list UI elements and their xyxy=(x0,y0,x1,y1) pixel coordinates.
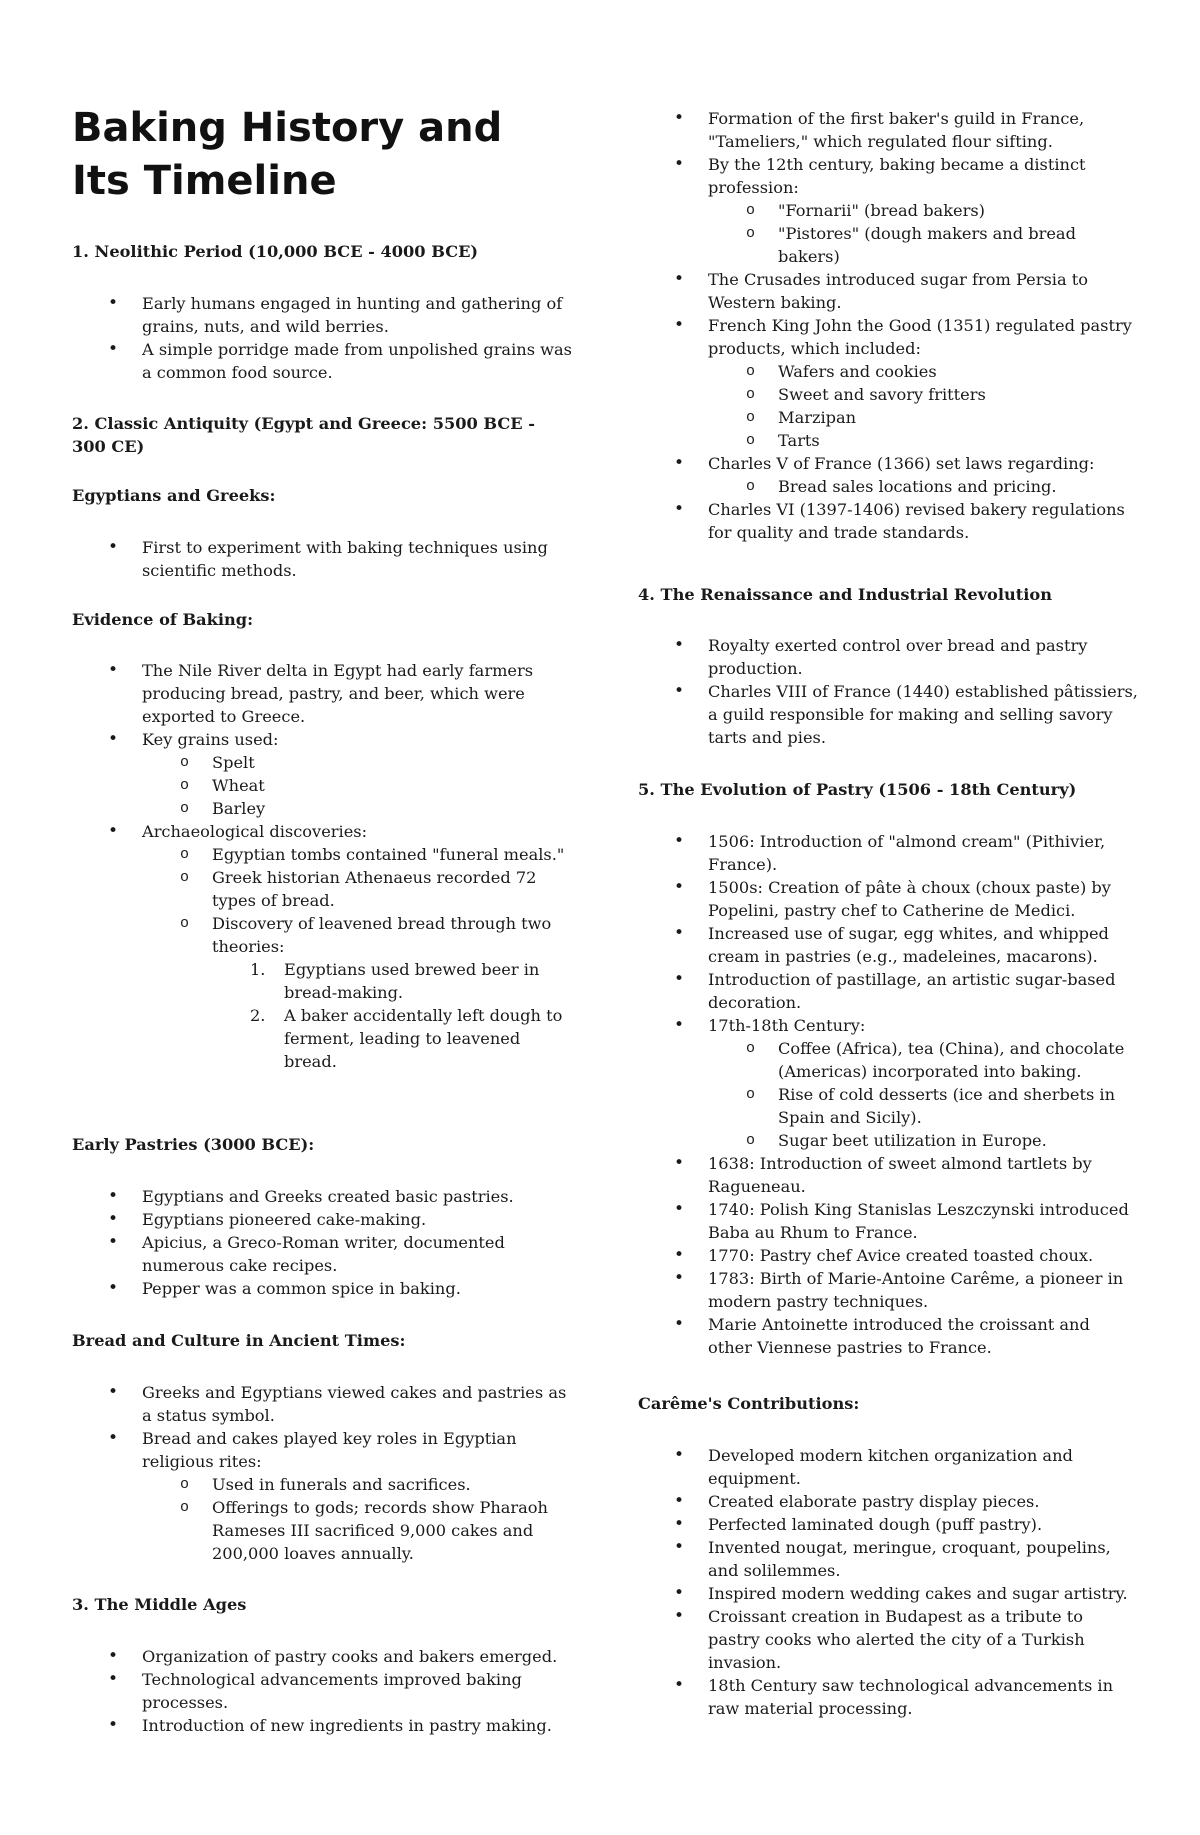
numbered-item-text: A baker accidentally left dough to ferment, leading to leavened bread. xyxy=(284,1006,563,1071)
list-item: • The Crusades introduced sugar from Persia to Western baking. xyxy=(708,268,1138,314)
item-number: 2. xyxy=(250,1006,266,1025)
list-item xyxy=(142,728,572,820)
list-item: • Pepper was a common spice in baking. xyxy=(142,1277,572,1300)
list-item: • 1500s: Creation of pâte à choux (choux paste) by Popelini, pastry chef to Catherine de Medici. xyxy=(708,876,1138,922)
list-item: • Created elaborate pastry display pieces. xyxy=(708,1490,1138,1513)
list-neolithic xyxy=(142,292,572,384)
sublist-archaeology xyxy=(142,843,572,1073)
list-item: • Developed modern kitchen organization and equipment. xyxy=(708,1444,1138,1490)
list-item xyxy=(708,452,1138,498)
list-item: • 1638: Introduction of sweet almond tartlets by Ragueneau. xyxy=(708,1152,1138,1198)
list-item: • Technological advancements improved baking processes. xyxy=(142,1668,572,1714)
list-item: • Invented nougat, meringue, croquant, poupelins, and solilemmes. xyxy=(708,1536,1138,1582)
list-item: • Charles VI (1397-1406) revised bakery regulations for quality and trade standards. xyxy=(708,498,1138,544)
list-culture xyxy=(142,1381,572,1565)
sublist-item: o Used in funerals and sacrifices. xyxy=(212,1473,572,1496)
sublist-laws xyxy=(708,475,1138,498)
list-item xyxy=(142,820,572,1073)
sublist-item: o Wafers and cookies xyxy=(778,360,1138,383)
sublist-item: o Egyptian tombs contained "funeral meals." xyxy=(212,843,572,866)
list-item: • Greeks and Egyptians viewed cakes and pastries as a status symbol. xyxy=(142,1381,572,1427)
list-early-pastries xyxy=(142,1185,572,1300)
list-evolution xyxy=(708,830,1138,1359)
sublist-item: o Barley xyxy=(212,797,572,820)
list-item: • 1783: Birth of Marie-Antoine Carême, a pioneer in modern pastry techniques. xyxy=(708,1267,1138,1313)
list-middle-ages-continued xyxy=(708,107,1138,544)
list-item: • Inspired modern wedding cakes and sugar artistry. xyxy=(708,1582,1138,1605)
heading-careme: Carême's Contributions: xyxy=(638,1394,860,1413)
heading-evidence: Evidence of Baking: xyxy=(72,610,254,629)
heading-early-pastries: Early Pastries (3000 BCE): xyxy=(72,1135,315,1154)
list-item xyxy=(142,1427,572,1565)
sublist-profession xyxy=(708,199,1138,268)
sublist-item: o Wheat xyxy=(212,774,572,797)
list-item xyxy=(708,314,1138,452)
list-item: • Early humans engaged in hunting and gathering of grains, nuts, and wild berries. xyxy=(142,292,572,338)
list-item: • Charles VIII of France (1440) established pâtissiers, a guild responsible for making and selling savory tarts and pies. xyxy=(708,680,1138,749)
list-item-label: By the 12th century, baking became a distinct profession: xyxy=(708,155,1086,197)
list-item: • 1506: Introduction of "almond cream" (Pithivier, France). xyxy=(708,830,1138,876)
sublist-item xyxy=(212,912,572,1073)
list-item xyxy=(708,153,1138,268)
list-item: • Increased use of sugar, egg whites, and whipped cream in pastries (e.g., madeleines, macarons). xyxy=(708,922,1138,968)
theories-list xyxy=(212,958,572,1073)
heading-evolution: 5. The Evolution of Pastry (1506 - 18th Century) xyxy=(638,780,1077,799)
list-item: • Introduction of pastillage, an artistic sugar-based decoration. xyxy=(708,968,1138,1014)
list-item: • Formation of the first baker's guild in France, "Tameliers," which regulated flour sifting. xyxy=(708,107,1138,153)
numbered-item xyxy=(250,1004,572,1073)
list-middle-ages xyxy=(142,1645,572,1737)
sublist-grains xyxy=(142,751,572,820)
list-item: • Organization of pastry cooks and bakers emerged. xyxy=(142,1645,572,1668)
list-evidence xyxy=(142,659,572,1073)
sublist-item: o Sweet and savory fritters xyxy=(778,383,1138,406)
list-item: • 1740: Polish King Stanislas Leszczynski introduced Baba au Rhum to France. xyxy=(708,1198,1138,1244)
item-number: 1. xyxy=(250,960,266,979)
list-item: • Royalty exerted control over bread and pastry production. xyxy=(708,634,1138,680)
heading-egyptians-greeks: Egyptians and Greeks: xyxy=(72,486,276,505)
list-item: • Perfected laminated dough (puff pastry). xyxy=(708,1513,1138,1536)
list-item: • First to experiment with baking techniques using scientific methods. xyxy=(142,536,572,582)
sublist-item: o "Fornarii" (bread bakers) xyxy=(778,199,1138,222)
list-item: • 1770: Pastry chef Avice created toasted choux. xyxy=(708,1244,1138,1267)
list-item xyxy=(708,1014,1138,1152)
heading-neolithic: 1. Neolithic Period (10,000 BCE - 4000 BCE) xyxy=(72,242,479,261)
numbered-item-text: Egyptians used brewed beer in bread-making. xyxy=(284,960,540,1002)
list-item-label: Key grains used: xyxy=(142,730,279,749)
sublist-item: o Rise of cold desserts (ice and sherbets in Spain and Sicily). xyxy=(778,1083,1138,1129)
heading-culture: Bread and Culture in Ancient Times: xyxy=(72,1331,406,1350)
sublist-rites xyxy=(142,1473,572,1565)
sublist-item: o Bread sales locations and pricing. xyxy=(778,475,1138,498)
list-item: • 18th Century saw technological advancements in raw material processing. xyxy=(708,1674,1138,1720)
list-item-label: French King John the Good (1351) regulated pastry products, which included: xyxy=(708,316,1132,358)
list-egyptians-greeks xyxy=(142,536,572,582)
list-item: • Egyptians and Greeks created basic pastries. xyxy=(142,1185,572,1208)
sublist-item: o "Pistores" (dough makers and bread bakers) xyxy=(778,222,1138,268)
list-item-label: 17th-18th Century: xyxy=(708,1016,866,1035)
list-item: • Marie Antoinette introduced the croissant and other Viennese pastries to France. xyxy=(708,1313,1138,1359)
list-item: • Introduction of new ingredients in pastry making. xyxy=(142,1714,572,1737)
list-item: • Egyptians pioneered cake-making. xyxy=(142,1208,572,1231)
heading-antiquity: 2. Classic Antiquity (Egypt and Greece: 5500 BCE - 300 CE) xyxy=(72,414,535,456)
sublist-item: o Offerings to gods; records show Pharaoh Rameses III sacrificed 9,000 cakes and 200,000 loaves annually. xyxy=(212,1496,572,1565)
sublist-item: o Marzipan xyxy=(778,406,1138,429)
sublist-item: o Coffee (Africa), tea (China), and chocolate (Americas) incorporated into baking. xyxy=(778,1037,1138,1083)
list-item: • The Nile River delta in Egypt had early farmers producing bread, pastry, and beer, which were exported to Greece. xyxy=(142,659,572,728)
list-item: • A simple porridge made from unpolished grains was a common food source. xyxy=(142,338,572,384)
sublist-item: o Sugar beet utilization in Europe. xyxy=(778,1129,1138,1152)
page-title: Baking History and Its Timeline xyxy=(72,105,503,204)
list-careme xyxy=(708,1444,1138,1720)
list-item: • Croissant creation in Budapest as a tribute to pastry cooks who alerted the city of a Turkish invasion. xyxy=(708,1605,1138,1674)
sublist-item: o Greek historian Athenaeus recorded 72 types of bread. xyxy=(212,866,572,912)
heading-middle-ages: 3. The Middle Ages xyxy=(72,1595,247,1614)
sublist-17th-century xyxy=(708,1037,1138,1152)
sublist-pastry-products xyxy=(708,360,1138,452)
numbered-item xyxy=(250,958,572,1004)
list-item-label: Charles V of France (1366) set laws regarding: xyxy=(708,454,1095,473)
list-renaissance xyxy=(708,634,1138,749)
sublist-item-label: Discovery of leavened bread through two theories: xyxy=(212,914,552,956)
list-item: • Apicius, a Greco-Roman writer, documented numerous cake recipes. xyxy=(142,1231,572,1277)
sublist-item: o Tarts xyxy=(778,429,1138,452)
sublist-item: o Spelt xyxy=(212,751,572,774)
list-item-label: Archaeological discoveries: xyxy=(142,822,368,841)
list-item-label: Bread and cakes played key roles in Egyptian religious rites: xyxy=(142,1429,517,1471)
heading-renaissance: 4. The Renaissance and Industrial Revolution xyxy=(638,585,1052,604)
